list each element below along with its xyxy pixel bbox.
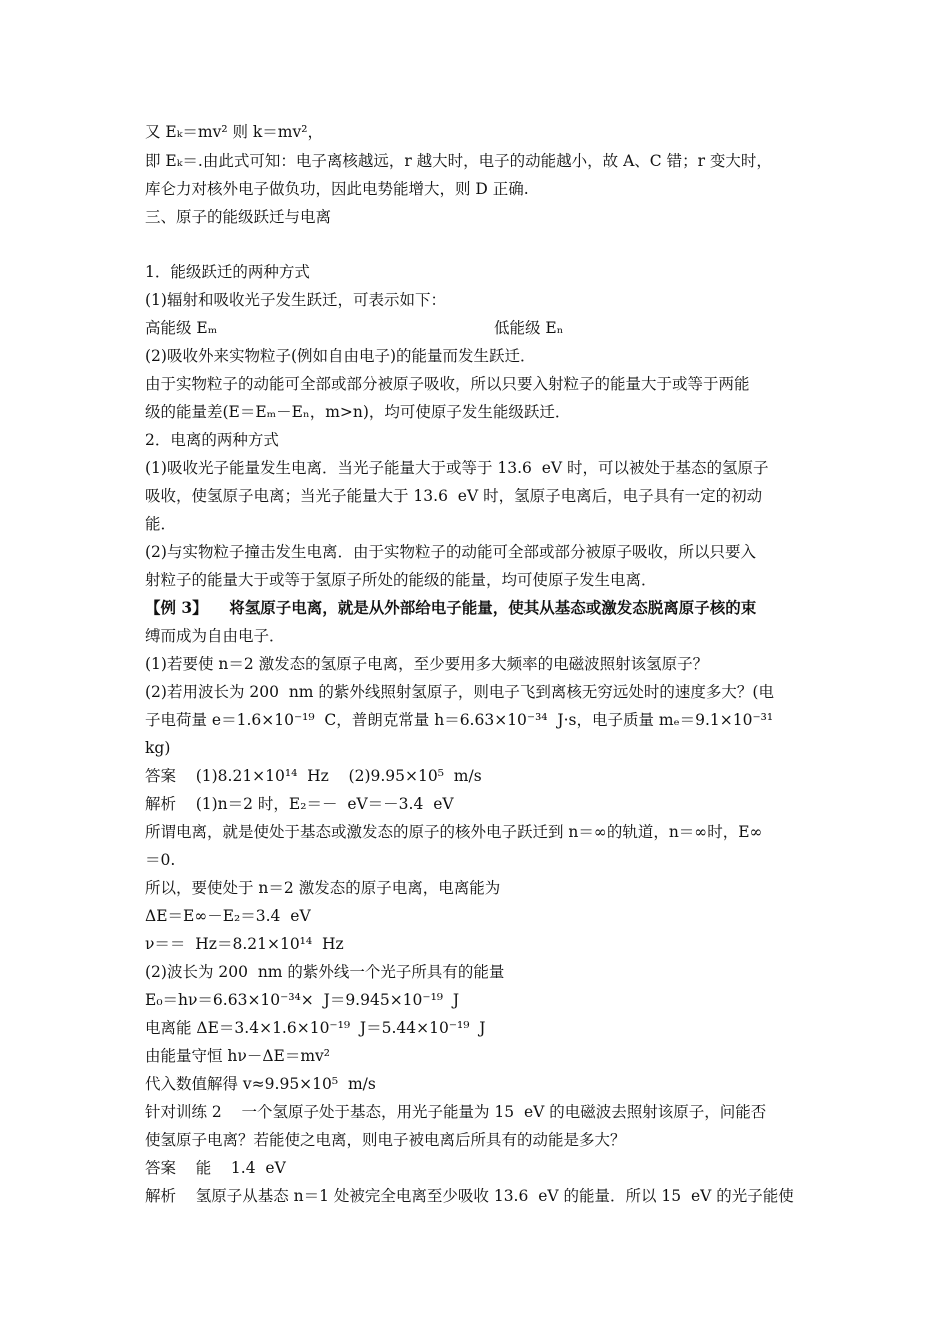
text-line: (1)吸收光子能量发生电离．当光子能量大于或等于 13.6 eV 时，可以被处于基态的氢原子 — [145, 459, 769, 477]
text-line: (2)若用波长为 200 nm 的紫外线照射氢原子，则电子飞到离核无穷远处时的速度多大？(电 — [145, 683, 774, 701]
formula-line: ΔE＝E∞－E₂＝3.4 eV — [145, 907, 311, 925]
formula-line: 由能量守恒 hν－ΔE＝mv² — [145, 1047, 331, 1065]
analysis-line: 解析 (1)n＝2 时，E₂＝－ eV＝－3.4 eV — [145, 795, 454, 813]
text-line: (1)若要使 n＝2 激发态的氢原子电离，至少要用多大频率的电磁波照射该氢原子？ — [145, 655, 709, 673]
text-line: 低能级 Eₙ — [494, 319, 564, 337]
text-line: 吸收，使氢原子电离；当光子能量大于 13.6 eV 时，氢原子电离后，电子具有一定的初动 — [145, 487, 763, 505]
text-line: 射粒子的能量大于或等于氢原子所处的能级的能量，均可使原子发生电离． — [145, 571, 657, 589]
text-line: ＝0. — [145, 851, 176, 869]
text-line: 缚而成为自由电子． — [145, 627, 285, 645]
formula-line: E₀＝hν＝6.63×10⁻³⁴× J＝9.945×10⁻¹⁹ J — [145, 991, 460, 1009]
analysis-line: 解析 氢原子从基态 n＝1 处被完全电离至少吸收 13.6 eV 的能量．所以 15 eV 的光子能使 — [145, 1187, 794, 1205]
answer-line: 答案 能 1.4 eV — [145, 1159, 286, 1177]
text-line: 使氢原子电离？若能使之电离，则电子被电离后所具有的动能是多大？ — [145, 1131, 626, 1149]
text-line: (2)波长为 200 nm 的紫外线一个光子所具有的能量 — [145, 963, 505, 981]
formula-line: ν＝＝ Hz＝8.21×10¹⁴ Hz — [145, 935, 344, 953]
answer-line: 答案 (1)8.21×10¹⁴ Hz (2)9.95×10⁵ m/s — [145, 767, 482, 785]
text-line: kg) — [145, 739, 171, 757]
text-line: 级的能量差(E＝Eₘ－Eₙ，m>n)，均可使原子发生能级跃迁． — [145, 403, 571, 421]
subheading: 1．能级跃迁的两种方式 — [145, 263, 310, 281]
text-line: (2)吸收外来实物粒子(例如自由电子)的能量而发生跃迁． — [145, 347, 536, 365]
example-heading: 【例 3】 将氢原子电离，就是从外部给电子能量，使其从基态或激发态脱离原子核的束 — [145, 598, 757, 617]
text-line: 所以，要使处于 n＝2 激发态的原子电离，电离能为 — [145, 879, 501, 897]
formula-line: 代入数值解得 v≈9.95×10⁵ m/s — [145, 1075, 376, 1093]
text-line: 所谓电离，就是使处于基态或激发态的原子的核外电子跃迁到 n＝∞的轨道，n＝∞时，E∞ — [145, 823, 763, 841]
subheading: 2．电离的两种方式 — [145, 431, 279, 449]
text-line: 由于实物粒子的动能可全部或部分被原子吸收，所以只要入射粒子的能量大于或等于两能 — [145, 375, 750, 393]
exercise-line: 针对训练 2 一个氢原子处于基态，用光子能量为 15 eV 的电磁波去照射该原子，问能否 — [145, 1103, 767, 1121]
text-line: 高能级 Eₘ — [145, 319, 218, 337]
section-heading: 三、原子的能级跃迁与电离 — [145, 208, 332, 226]
text-line: 即 Eₖ＝.由此式可知：电子离核越远，r 越大时，电子的动能越小，故 A、C 错；r 变大时， — [145, 152, 772, 170]
text-line: 又 Eₖ＝mv² 则 k＝mv²， — [145, 123, 323, 141]
text-line: 能． — [145, 515, 177, 533]
text-line: (1)辐射和吸收光子发生跃迁，可表示如下： — [145, 291, 446, 309]
formula-line: 电离能 ΔE＝3.4×1.6×10⁻¹⁹ J＝5.44×10⁻¹⁹ J — [145, 1019, 486, 1037]
text-line: (2)与实物粒子撞击发生电离．由于实物粒子的动能可全部或部分被原子吸收，所以只要入 — [145, 543, 756, 561]
text-line: 库仑力对核外电子做负功，因此电势能增大，则 D 正确. — [145, 180, 529, 198]
text-line: 子电荷量 e＝1.6×10⁻¹⁹ C，普朗克常量 h＝6.63×10⁻³⁴ J·s，电子质量 mₑ＝9.1×10⁻³¹ — [145, 711, 774, 729]
